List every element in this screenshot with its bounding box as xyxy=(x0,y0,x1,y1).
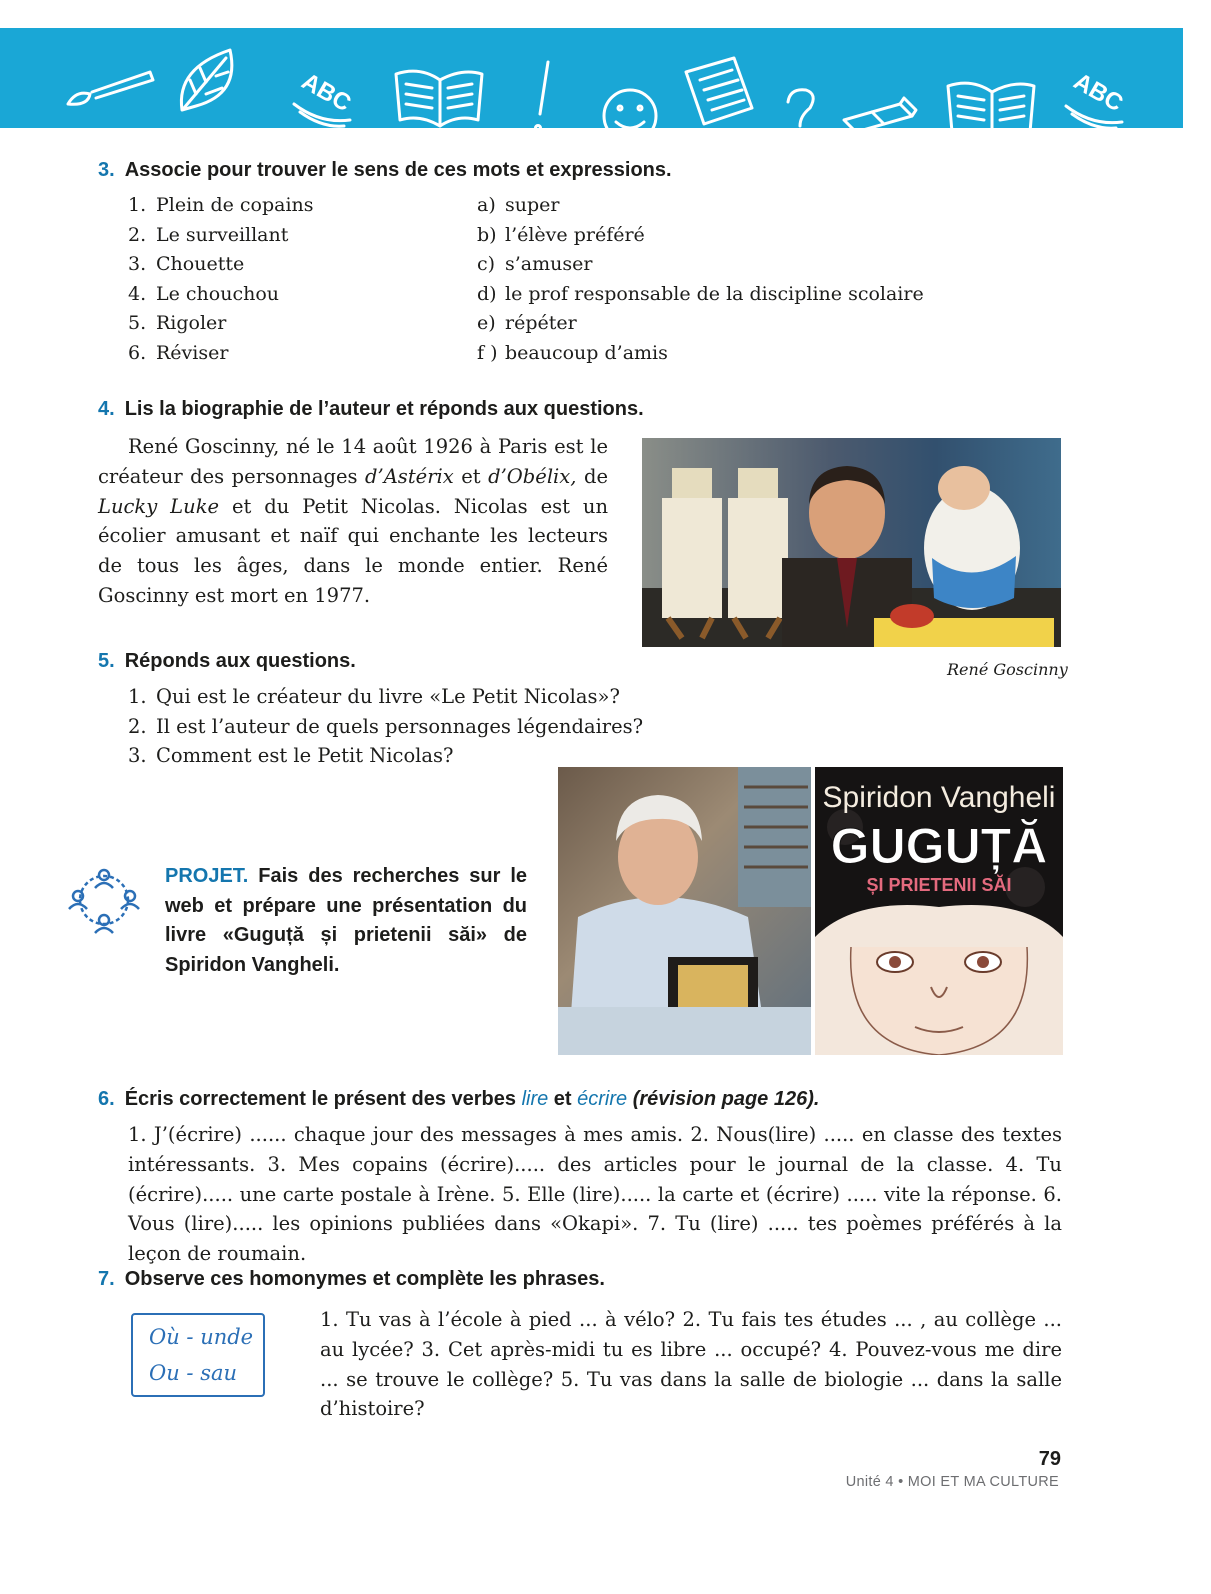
ex6-number: 6. xyxy=(98,1088,115,1110)
list-item: 2. Le surveillant xyxy=(128,223,289,246)
group-work-icon xyxy=(66,866,142,936)
list-item: 4. Le chouchou xyxy=(128,282,280,305)
list-item: 1. Plein de copains xyxy=(128,194,314,216)
open-book-icon xyxy=(396,71,482,126)
ex6-verb-lire: lire xyxy=(521,1088,549,1110)
ex7-title: Observe ces homonymes et complète les phrases. xyxy=(124,1268,605,1290)
book-subtitle: ȘI PRIETENII SĂI xyxy=(866,875,1012,895)
homonym-ou-accent: Où - unde xyxy=(149,1325,254,1349)
ex5-title: Réponds aux questions. xyxy=(124,650,356,672)
abc-icon xyxy=(294,68,356,126)
list-item: e) répéter xyxy=(477,312,577,334)
ex4-title: Lis la biographie de l’auteur et réponds aux questions. xyxy=(124,398,644,420)
ex5-questions xyxy=(128,682,643,771)
list-item: c) s’amuser xyxy=(477,253,593,275)
vangheli-photo xyxy=(558,767,811,1055)
list-item: b) l’élève préféré xyxy=(477,223,645,246)
ex7-text: 1. Tu vas à l’école à pied ... à vélo? 2. Tu fais tes études ... , au collège ... au lycée? 3. Cet après-midi tu es libre ... occupé? 4. Pouvez-vous me dire ... se trouve le collège? 5. Tu vas dans la salle de biologie ... dans la salle d’histoire? xyxy=(320,1308,1062,1421)
list-item: a) super xyxy=(477,194,560,216)
svg-text:ABC: ABC xyxy=(297,67,356,118)
list-item: d) le prof responsable de la discipline scolaire xyxy=(477,282,924,305)
list-item: f ) beaucoup d’amis xyxy=(477,341,668,364)
top-banner xyxy=(0,28,1183,128)
ex3-left-list xyxy=(128,191,314,368)
goscinny-photo xyxy=(642,438,1061,647)
question-icon xyxy=(788,90,813,128)
homonyms-box xyxy=(131,1313,265,1397)
ex3-heading xyxy=(98,159,672,182)
homonym-ou: Ou - sau xyxy=(149,1361,238,1385)
ex3-title: Associe pour trouver le sens de ces mots et expressions. xyxy=(124,159,672,181)
book-title: GUGUȚĂ xyxy=(830,818,1048,874)
svg-text:ABC: ABC xyxy=(1069,67,1128,118)
ex3-right-list xyxy=(477,191,924,368)
eraser-icon xyxy=(844,98,916,128)
ex6-heading: 6. Écris correctement le présent des verbes lire et écrire (révision page 126). xyxy=(98,1088,820,1110)
smiley-icon xyxy=(604,90,656,128)
list-item: 5. Rigoler xyxy=(128,312,227,334)
ex5-heading xyxy=(98,650,356,673)
list-item: 2. Il est l’auteur de quels personnages légendaires? xyxy=(128,714,644,738)
ex3-number: 3. xyxy=(98,159,115,181)
brush-icon xyxy=(68,72,153,104)
exclamation-icon xyxy=(536,62,549,128)
ex6-verb-ecrire: écrire xyxy=(577,1088,628,1110)
ex7-number: 7. xyxy=(98,1268,115,1290)
abc-icon-2 xyxy=(1066,68,1128,128)
list-item: 6. Réviser xyxy=(128,341,229,364)
leaf-icon xyxy=(181,50,231,110)
ex5-number: 5. xyxy=(98,650,115,672)
book-author: Spiridon Vangheli xyxy=(822,781,1056,814)
list-item: 3. Chouette xyxy=(128,253,245,275)
list-item: 1. Qui est le créateur du livre «Le Petit Nicolas»? xyxy=(128,685,620,708)
project-text: PROJET. Fais des recherches sur le web et prépare une présentation du livre «Guguță și prietenii săi» de Spiridon Vangheli. xyxy=(165,865,527,976)
unit-label: Unité 4 • MOI ET MA CULTURE xyxy=(845,1474,1059,1490)
ex4-heading xyxy=(98,398,644,421)
goscinny-caption: René Goscinny xyxy=(947,660,1068,679)
list-item: 3. Comment est le Petit Nicolas? xyxy=(128,744,454,767)
ex6-text: 1. J’(écrire) ...... chaque jour des messages à mes amis. 2. Nous(lire) ..... en classe des textes intéressants. 3. Mes copains (écrire)..... des articles pour le journal de la classe. 4. Tu (écrire)..... une carte postale à Irène. 5. Elle (lire)..... la carte et (écrire) ..... vite la réponse. 6. Vous (lire)..... les opinions publiées dans «Okapi». 7. Tu (lire) ..... tes poèmes préférés à la leçon de roumain. xyxy=(128,1123,1062,1266)
notebook-icon xyxy=(686,58,752,124)
project-label: PROJET. xyxy=(165,865,249,887)
ex7-heading xyxy=(98,1268,605,1291)
guguta-book-cover xyxy=(815,767,1063,1055)
banner-icons xyxy=(0,28,1183,128)
page-number: 79 xyxy=(1038,1448,1061,1470)
ex4-number: 4. xyxy=(98,398,115,420)
open-book-icon-2 xyxy=(948,83,1034,128)
ex4-biography: René Goscinny, né le 14 août 1926 à Paris est le créateur des personnages d’Astérix et d’Obélix, de Lucky Luke et du Petit Nicolas. Nicolas est un écolier amusant et naïf qui enchante les lecteurs de tous les âges, dans le monde entier. René Goscinny est mort en 1977. xyxy=(98,435,609,607)
obelix-figure xyxy=(874,466,1054,647)
